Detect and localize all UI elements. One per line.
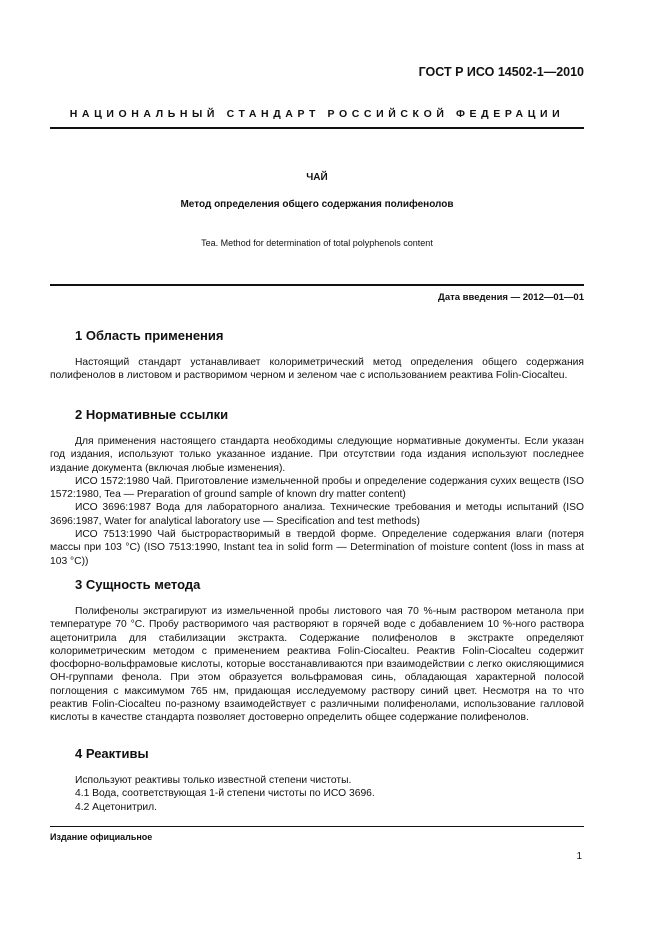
paragraph: Полифенолы экстрагируют из измельченной пробы листового чая 70 %-ным раствором метанола при температуре 70 °С. Пробу растворимого чая растворяют в горячей воде с добавлением 10 %-ного раствора ацетонитрила для стабилизации экстракта. Содержание полифенолов в экстракте определяют колориметрическим методом с применением реактива Folin-Ciocalteu. Реактив Folin-Ciocalteu содержит фосфорно-вольфрамовые кислоты, которые восстанавливаются при взаимодействии с легко окисляющимися ОН-группами фенола. При этом образуется вольфрамовая синь, обладающая характерной полосой поглощения с максимумом 765 нм, придающая исследуемому раствору синий цвет. Несмотря на то что реактив Folin-Ciocalteu по-разному взаимодействует с различными полифенолами, использование галловой кислоты в качестве стандарта позволяет достоверно определить общее содержание полифенолов.	[50, 606, 584, 724]
section-heading: 2 Нормативные ссылки	[75, 407, 229, 422]
page-number: 1	[576, 851, 582, 862]
section-heading: 1 Область применения	[75, 328, 224, 343]
paragraph: Настоящий стандарт устанавливает колориметрический метод определения общего содержания полифенолов в листовом и растворимом черном и зеленом чае с использованием реактива Folin-Ciocalteu.	[50, 357, 584, 382]
edition-label: Издание официальное	[50, 832, 153, 842]
paragraph: Для применения настоящего стандарта необходимы следующие нормативные документы. Если указан год издания, используют только указанное издание. При отсутствии года издания используют последнее издание документа (включая любые изменения).	[50, 436, 584, 474]
paragraph: Используют реактивы только известной степени чистоты.	[75, 775, 352, 786]
section-normative-references	[50, 407, 584, 568]
section-heading: 3 Сущность метода	[75, 577, 201, 592]
english-title: Tea. Method for determination of total polyphenols content	[201, 238, 433, 248]
reference-iso-7513: ИСО 7513:1990 Чай быстрорастворимый в твердой форме. Определение содержания влаги (потеря массы при 103 °С) (ISO 7513:1990, Instant tea in solid form — Determination of moisture content (loss in mass at 103 °C))	[50, 529, 584, 567]
section-method-principle	[50, 577, 584, 725]
footer-rule	[50, 826, 584, 827]
standard-code: ГОСТ Р ИСО 14502-1—2010	[418, 65, 584, 79]
document-subtitle: Метод определения общего содержания полифенолов	[180, 199, 454, 210]
national-standard-banner: НАЦИОНАЛЬНЫЙ СТАНДАРТ РОССИЙСКОЙ ФЕДЕРАЦИИ	[69, 108, 565, 120]
section-heading: 4 Реактивы	[75, 746, 149, 761]
section-scope	[50, 328, 584, 383]
reference-iso-1572: ИСО 1572:1980 Чай. Приготовление измельченной пробы и определение содержания сухих веществ (ISO 1572:1980, Tea — Preparation of ground sample of known dry matter content)	[50, 475, 584, 501]
reagent-item-4-2: 4.2 Ацетонитрил.	[75, 801, 158, 813]
header-rule	[50, 127, 584, 129]
document-title: ЧАЙ	[306, 172, 328, 183]
reference-iso-3696: ИСО 3696:1987 Вода для лабораторного анализа. Технические требования и методы испытаний (ISO 3696:1987, Water for analytical laboratory use — Specification and test methods)	[50, 502, 584, 527]
reagent-item-4-1: 4.1 Вода, соответствующая 1-й степени чистоты по ИСО 3696.	[75, 788, 375, 800]
introduction-date: Дата введения — 2012—01—01	[438, 292, 584, 303]
title-rule	[50, 284, 584, 286]
section-reagents	[50, 746, 584, 814]
